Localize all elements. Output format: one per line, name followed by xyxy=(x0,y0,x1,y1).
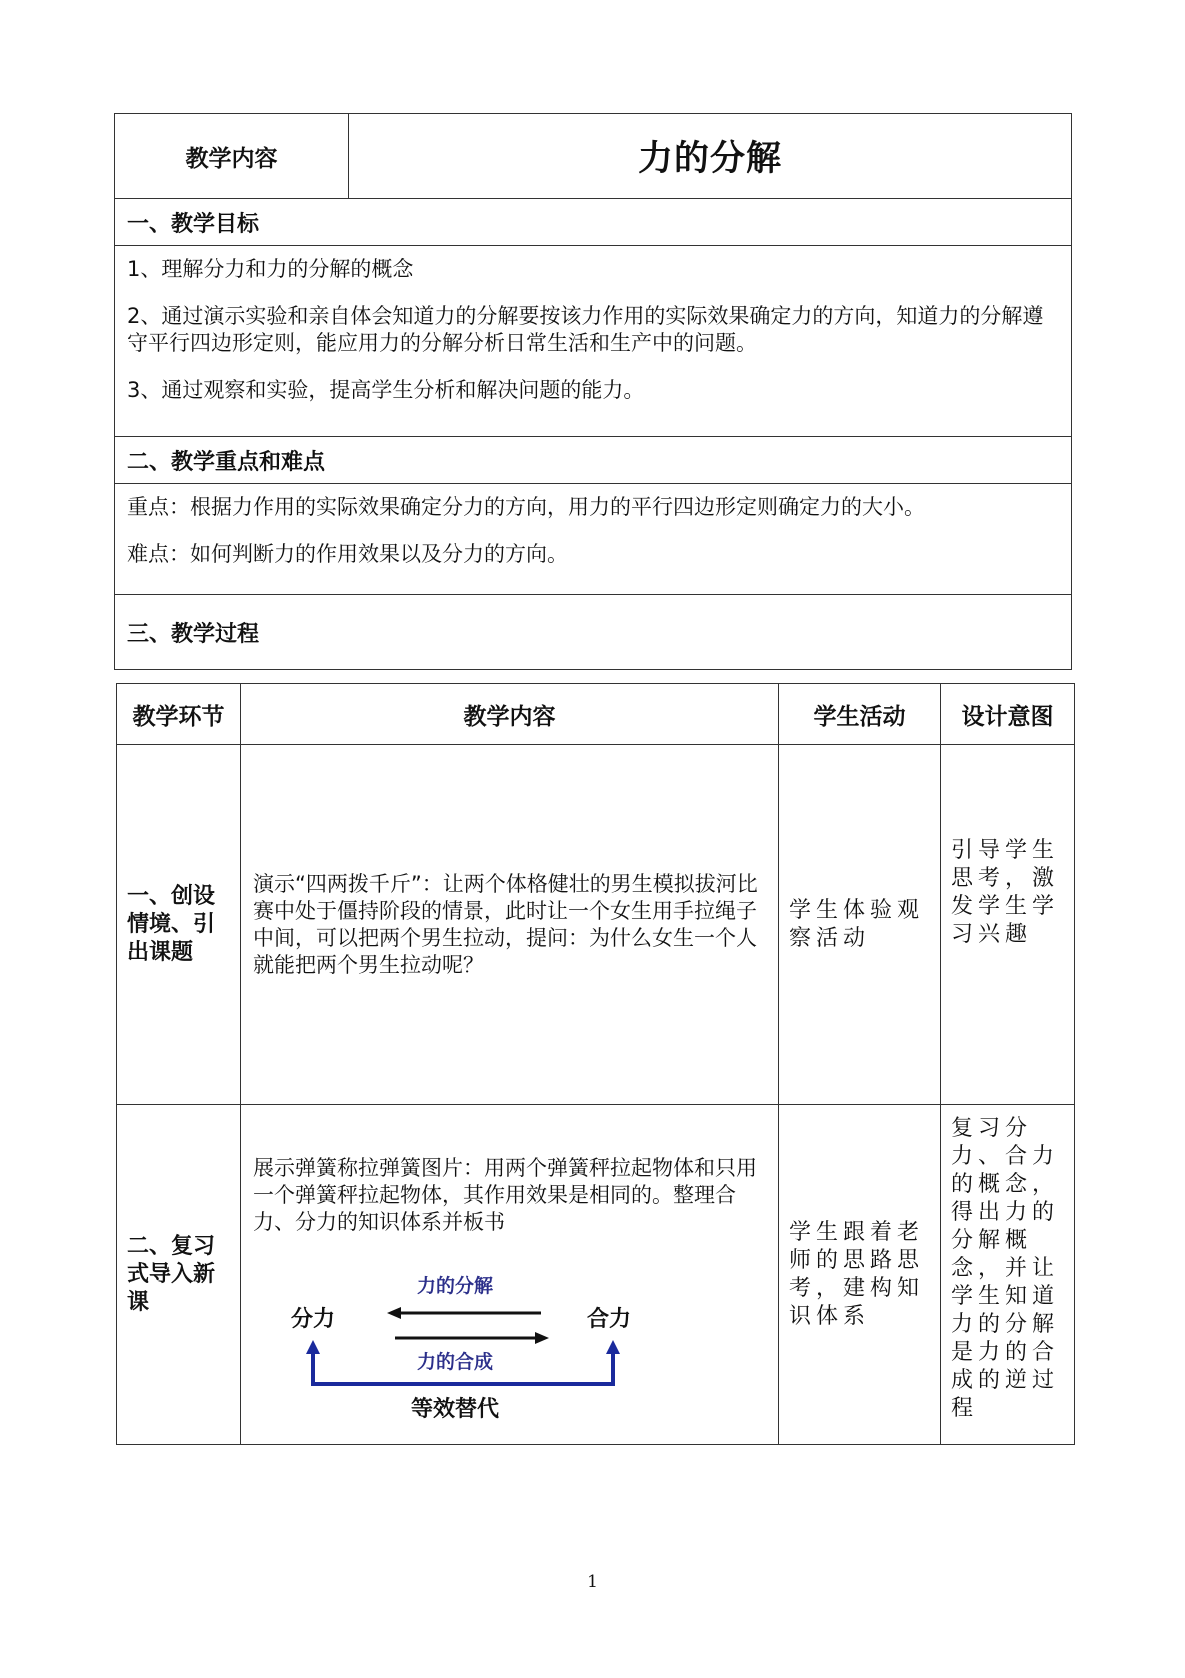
objectives-title: 一、教学目标 xyxy=(115,199,1072,246)
decomposition-label: 力的分解 xyxy=(416,1275,494,1297)
key-points-title: 二、教学重点和难点 xyxy=(115,437,1072,484)
key-points-body xyxy=(115,484,1072,595)
column-header: 设计意图 xyxy=(941,684,1075,745)
composition-label: 力的合成 xyxy=(416,1351,494,1373)
lesson-info-table xyxy=(114,113,1072,670)
resultant-force-label: 合力 xyxy=(586,1307,632,1332)
column-header: 教学内容 xyxy=(241,684,779,745)
column-header: 学生活动 xyxy=(779,684,941,745)
arrow-up-icon xyxy=(606,1340,620,1354)
objective-item: 1、理解分力和力的分解的概念 xyxy=(127,257,414,281)
content-text: 展示弹簧称拉弹簧图片：用两个弹簧秤拉起物体和只用一个弹簧秤拉起物体，其作用效果是相同的。整理合力、分力的知识体系并板书 xyxy=(253,1156,757,1234)
teaching-process-table xyxy=(116,683,1075,1445)
activity-cell: 学生跟着老师的思路思考，建构知识体系 xyxy=(779,1105,941,1445)
activity-cell: 学生体验观察活动 xyxy=(779,745,941,1105)
intent-cell: 引导学生思考，激发学生学习兴趣 xyxy=(941,745,1075,1105)
difficulty-point: 难点：如何判断力的作用效果以及分力的方向。 xyxy=(127,542,568,566)
objective-item: 2、通过演示实验和亲自体会知道力的分解要按该力作用的实际效果确定力的方向，知道力的分解遵守平行四边形定则，能应用力的分解分析日常生活和生产中的问题。 xyxy=(127,304,1044,355)
table-row xyxy=(117,1105,1075,1445)
content-cell: 演示“四两拨千斤”：让两个体格健壮的男生模拟拔河比赛中处于僵持阶段的情景，此时让一个女生用手拉绳子中间，可以把两个男生拉动，提问：为什么女生一个人就能把两个男生拉动呢？ xyxy=(241,745,779,1105)
stage-cell: 二、复习式导入新课 xyxy=(117,1105,241,1445)
table-row xyxy=(117,745,1075,1105)
equivalent-substitution-label: 等效替代 xyxy=(410,1397,500,1420)
header-label: 教学内容 xyxy=(115,114,349,199)
stage-cell: 一、创设情境、引出课题 xyxy=(117,745,241,1105)
arrow-right-icon xyxy=(535,1332,549,1344)
process-title: 三、教学过程 xyxy=(115,595,1072,670)
focus-point: 重点：根据力作用的实际效果确定分力的方向，用力的平行四边形定则确定力的大小。 xyxy=(127,495,925,519)
force-decomposition-diagram xyxy=(283,1270,643,1420)
objective-item: 3、通过观察和实验，提高学生分析和解决问题的能力。 xyxy=(127,378,645,402)
page-title: 力的分解 xyxy=(349,114,1072,199)
arrow-up-icon xyxy=(306,1340,320,1354)
page-number: 1 xyxy=(587,1572,598,1592)
table-header-row xyxy=(117,684,1075,745)
content-cell xyxy=(241,1105,779,1445)
arrow-left-icon xyxy=(387,1307,401,1319)
component-force-label: 分力 xyxy=(290,1307,336,1332)
intent-cell: 复习分力、合力的概念，得出力的分解概念，并让学生知道力的分解是力的合成的逆过程 xyxy=(941,1105,1075,1445)
column-header: 教学环节 xyxy=(117,684,241,745)
objectives-body xyxy=(115,246,1072,437)
